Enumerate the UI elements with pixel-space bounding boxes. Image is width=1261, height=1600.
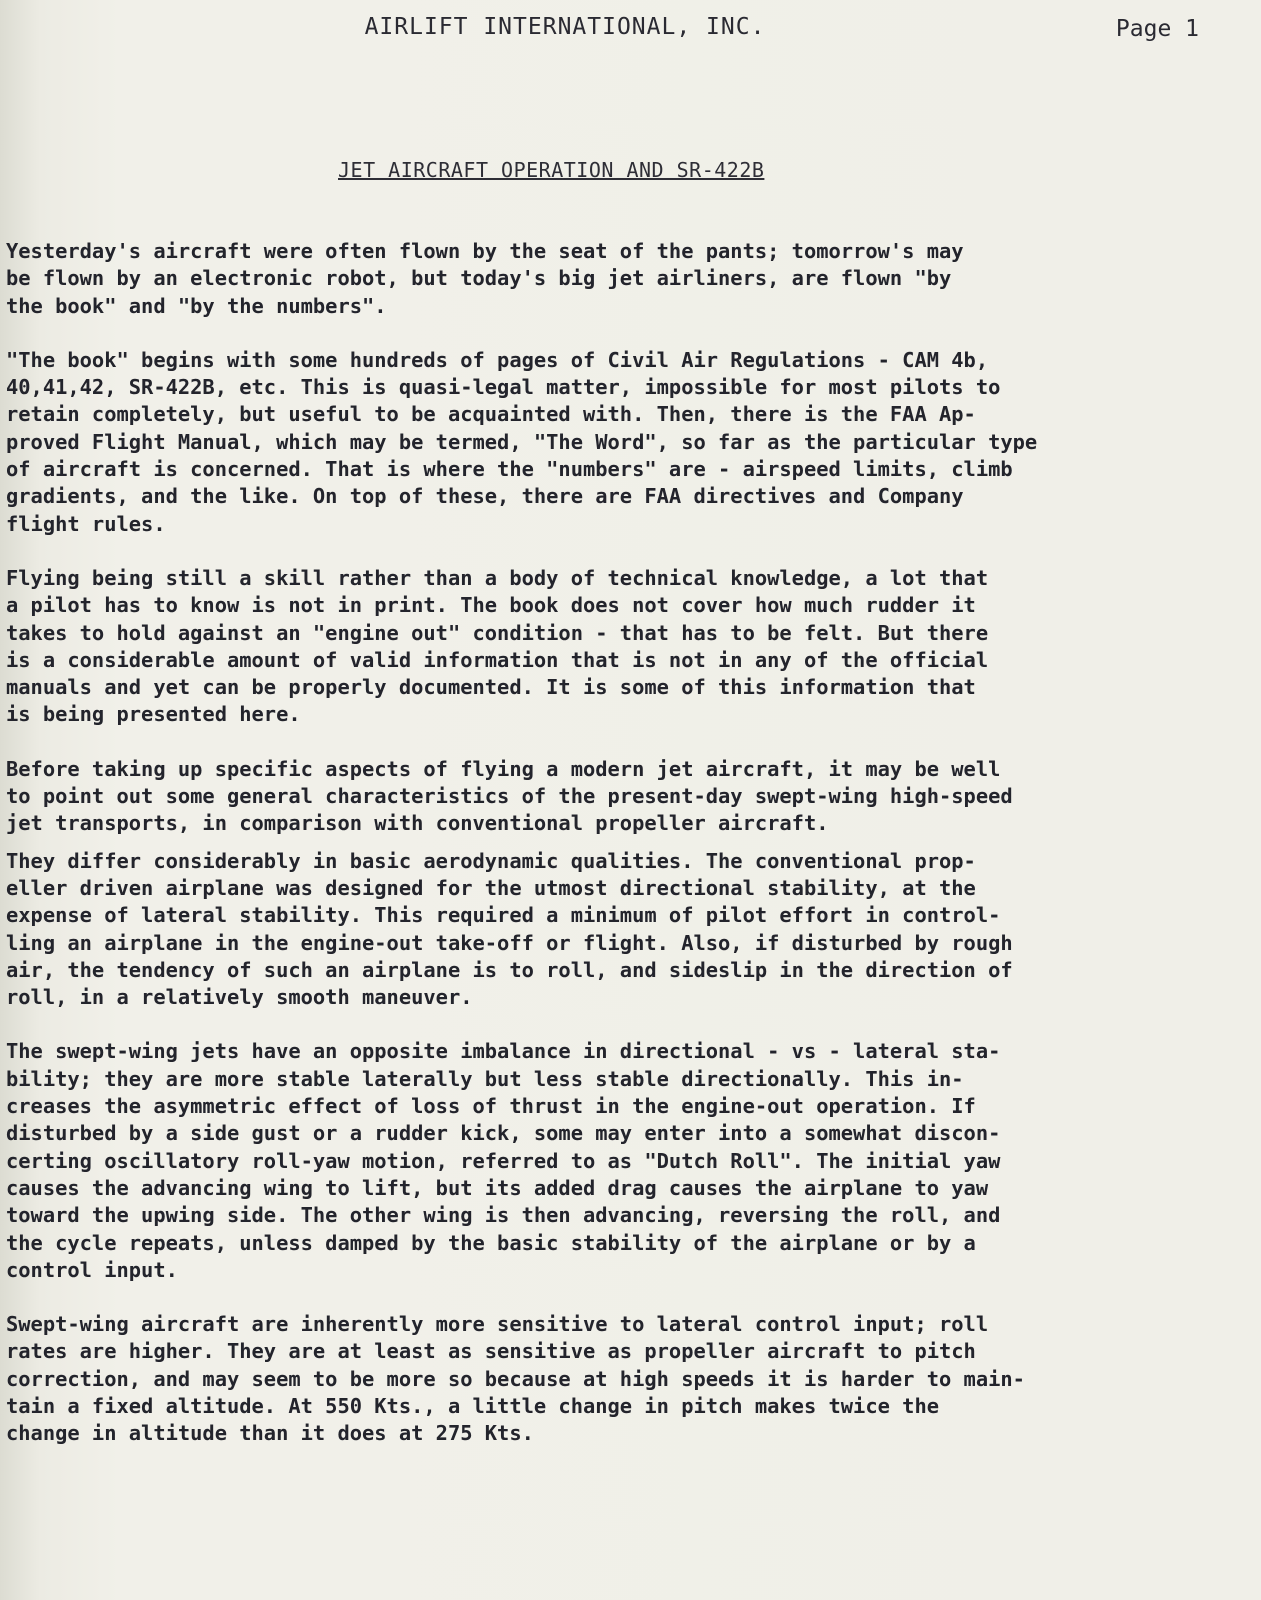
paragraph: Swept-wing aircraft are inherently more sensitive to lateral control input; roll rates are higher. They are at least as sensitive as propeller aircraft to pitch correction, and may seem to be more so because at high speeds it is harder to main- tain a fixed altitude. At 550 Kts., a little change in pitch makes twice the change in altitude than it does at 275 Kts. <box>6 1312 1025 1446</box>
paragraph: Yesterday's aircraft were often flown by the seat of the pants; tomorrow's may be flown by an electronic robot, but today's big jet airliners, are flown "by the book" and "by the numbers". <box>6 239 964 318</box>
paragraph: They differ considerably in basic aerodynamic qualities. The conventional prop- eller driven airplane was designed for the utmost directional stability, at the expense of lateral stability. This required a minimum of pilot effort in control- ling an airplane in the engine-out take-off or flight. Also, if disturbed by rough air, the tendency of such an airplane is to roll, and sideslip in the direction of roll, in a relatively smooth maneuver. <box>6 848 1013 1010</box>
paragraph: The swept-wing jets have an opposite imbalance in directional - vs - lateral sta- bility; they are more stable laterally but less stable directionally. This in- creases the asymmetric effect of loss of thrust in the engine-out operation. If disturbed by a side gust or a rudder kick, some may enter into a somewhat discon- certing oscillatory roll-yaw motion, referred to as "Dutch Roll". The initial yaw causes the advancing wing to lift, but its added drag causes the airplane to yaw toward the upwing side. The other wing is then advancing, reversing the roll, and the cycle repeats, unless damped by the basic stability of the airplane or by a control input. <box>6 1039 1001 1282</box>
company-header: AIRLIFT INTERNATIONAL, INC. <box>364 14 766 40</box>
body-text <box>6 238 1211 1475</box>
document-title: JET AIRCRAFT OPERATION AND SR-422B <box>338 158 765 182</box>
page-number: Page 1 <box>1115 16 1199 42</box>
paragraph: Flying being still a skill rather than a body of technical knowledge, a lot that a pilot has to know is not in print. The book does not cover how much rudder it takes to hold against an "engine out" condition - that has to be felt. But there is a considerable amount of valid information that is not in any of the official manuals and yet can be properly documented. It is some of this information that is being presented here. <box>6 565 989 727</box>
paragraph: Before taking up specific aspects of flying a modern jet aircraft, it may be well to point out some general characteristics of the present-day swept-wing high-speed jet transports, in comparison with conventional propeller aircraft. <box>6 756 1013 836</box>
paragraph: "The book" begins with some hundreds of pages of Civil Air Regulations - CAM 4b, 40,41,42, SR-422B, etc. This is quasi-legal matter, impossible for most pilots to retain completely, but useful to be acquainted with. Then, there is the FAA Ap- proved Flight Manual, which may be termed, "The Word", so far as the particular type of aircraft is concerned. That is where the "numbers" are - airspeed limits, climb gradients, and the like. On top of these, there are FAA directives and Company flight rules. <box>6 347 1038 536</box>
